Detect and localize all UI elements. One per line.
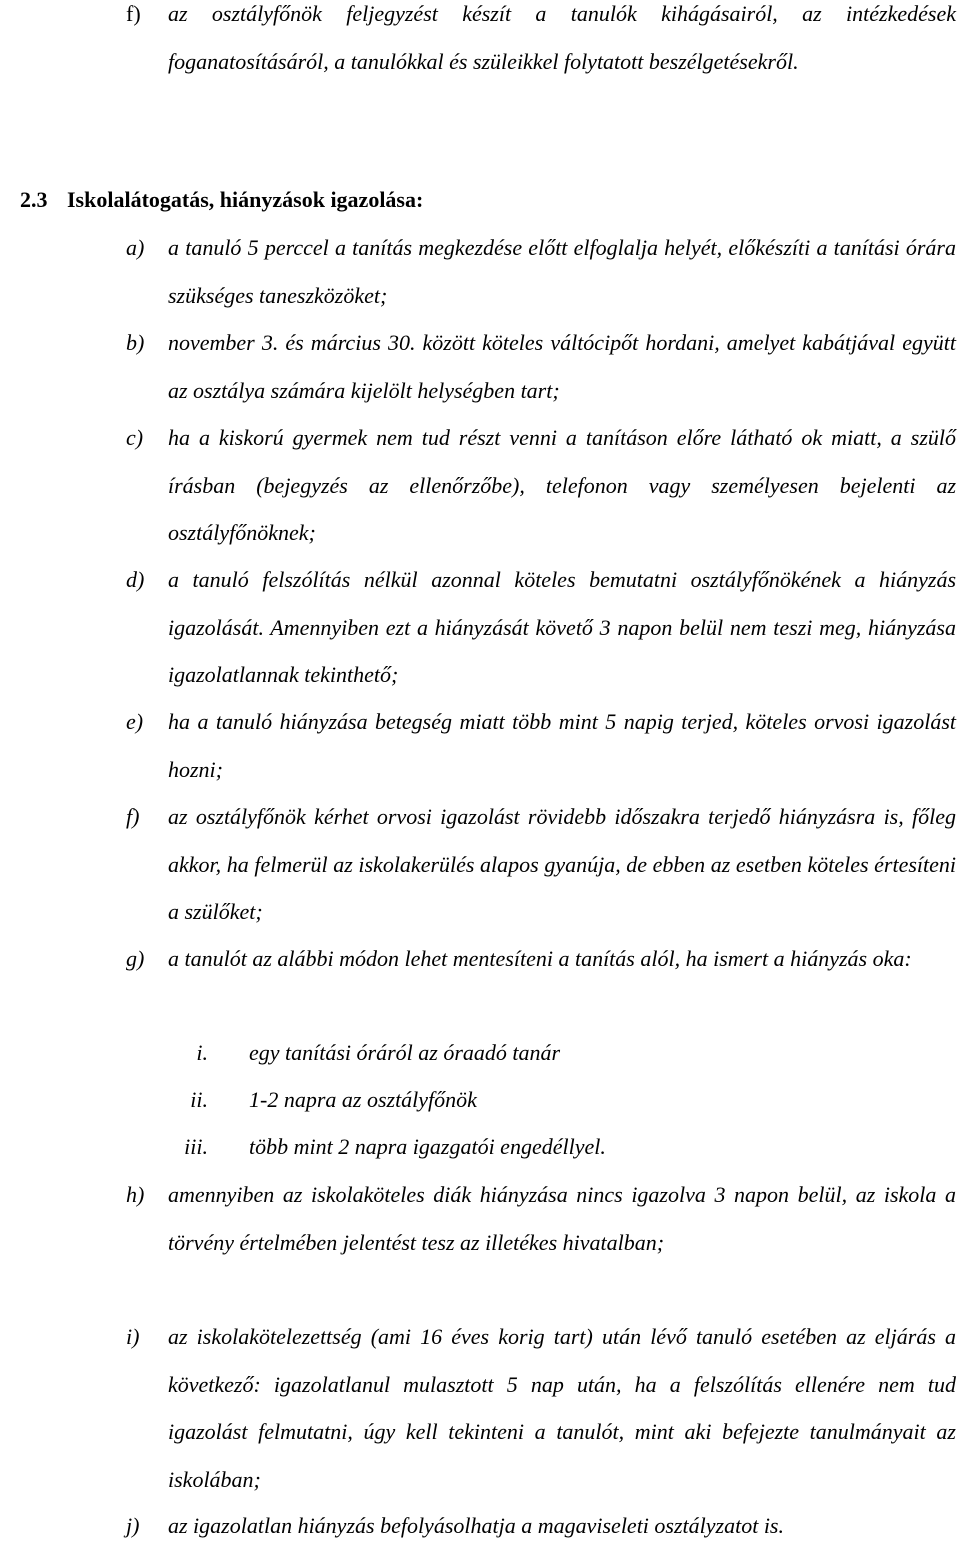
list-item-text: az iskolakötelezettség (ami 16 éves korig tart) után lévő tanuló esetében az eljárás a következő: igazolatlanul mulasztott 5 nap után, ha a felszólítás ellenére nem tud igazolást felmutatni, úgy kell tekinteni a tanulót, mint aki befejezte tanulmányait az iskolában;: [168, 1324, 956, 1492]
list-marker: a): [126, 235, 145, 260]
list-item-text: a tanulót az alábbi módon lehet mentesíteni a tanítás alól, ha ismert a hiányzás oka:: [168, 946, 912, 971]
list-item-text: az osztályfőnök feljegyzést készít a tanulók kihágásairól, az intézkedések foganatosításáról, a tanulókkal és szüleikkel folytatott beszélgetésekről.: [168, 1, 956, 74]
sub-list-text: több mint 2 napra igazgatói engedéllyel.: [249, 1134, 606, 1159]
list-marker: f): [126, 1, 141, 26]
list-marker: e): [126, 709, 144, 734]
list-marker: g): [126, 946, 145, 971]
list-item-text: a tanuló felszólítás nélkül azonnal köteles bemutatni osztályfőnökének a hiányzás igazolását. Amennyiben ezt a hiányzását követő 3 napon belül nem teszi meg, hiányzása igazolatlannak tekinthető;: [168, 567, 956, 687]
section-title: Iskolalátogatás, hiányzások igazolása:: [67, 187, 424, 212]
list-marker: b): [126, 330, 145, 355]
list-item-text: november 3. és március 30. között köteles váltócipőt hordani, amelyet kabátjával együtt az osztálya számára kijelölt helységben tart;: [168, 330, 956, 403]
list-marker: c): [126, 425, 144, 450]
list-marker: j): [126, 1513, 140, 1538]
list-item-text: a tanuló 5 perccel a tanítás megkezdése előtt elfoglalja helyét, előkészíti a tanítási órára szükséges taneszközöket;: [168, 235, 956, 308]
section-number: 2.3: [20, 187, 48, 212]
list-marker: f): [126, 804, 140, 829]
list-marker: i): [126, 1324, 140, 1349]
list-item-text: az igazolatlan hiányzás befolyásolhatja a magaviseleti osztályzatot is.: [168, 1513, 784, 1538]
list-item-text: az osztályfőnök kérhet orvosi igazolást rövidebb időszakra terjedő hiányzásra is, főleg akkor, ha felmerül az iskolakerülés alapos gyanúja, de ebben az esetben köteles értesíteni a szülőket;: [168, 804, 956, 924]
sub-list-marker: iii.: [184, 1134, 208, 1159]
list-item-text: ha a kiskorú gyermek nem tud részt venni a tanításon előre látható ok miatt, a szülő írásban (bejegyzés az ellenőrzőbe), telefonon vagy személyesen bejelenti az osztályfőnöknek;: [168, 425, 956, 545]
sub-list-marker: ii.: [190, 1087, 208, 1112]
list-marker: d): [126, 567, 145, 592]
sub-list-marker: i.: [196, 1040, 208, 1065]
section-heading: [20, 176, 423, 224]
list-item-text: ha a tanuló hiányzása betegség miatt több mint 5 napig terjed, köteles orvosi igazolást hozni;: [168, 709, 956, 782]
sub-list-text: egy tanítási óráról az óraadó tanár: [249, 1040, 561, 1065]
list-marker: h): [126, 1182, 145, 1207]
list-item-text: amennyiben az iskolaköteles diák hiányzása nincs igazolva 3 napon belül, az iskola a törvény értelmében jelentést tesz az illetékes hivatalban;: [168, 1182, 956, 1255]
sub-list-text: 1-2 napra az osztályfőnök: [249, 1087, 477, 1112]
